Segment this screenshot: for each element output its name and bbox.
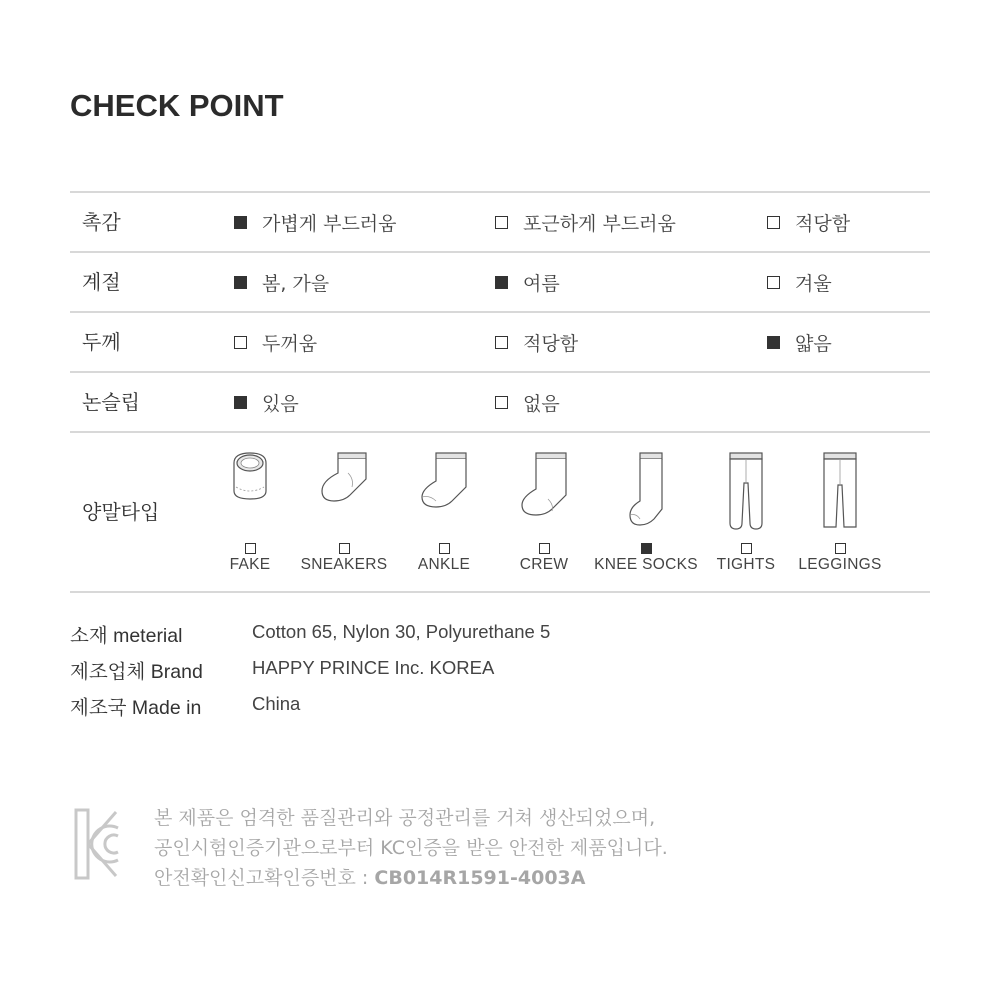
info-value: Cotton 65, Nylon 30, Polyurethane 5 <box>252 621 551 642</box>
cert-number: CB014R1591-4003A <box>374 867 586 889</box>
sock-type-knee-socks <box>591 433 701 591</box>
checkbox <box>741 543 752 554</box>
info-value: China <box>252 693 301 714</box>
checkbox <box>495 336 508 349</box>
option-label: 적당함 <box>795 212 851 235</box>
row-texture <box>70 193 930 251</box>
row-label: 양말타입 <box>82 500 160 524</box>
info-key: 제조국 Made in <box>70 697 202 719</box>
notice-line: 본 제품은 엄격한 품질관리와 공정관리를 거쳐 생산되었으며, <box>154 807 656 829</box>
sock-type-label: FAKE <box>229 556 271 573</box>
notice-line: 공인시험인증기관으로부터 KC인증을 받은 안전한 제품입니다. <box>154 837 668 859</box>
option <box>234 313 317 371</box>
option <box>495 193 676 251</box>
sock-type-label: KNEE SOCKS <box>594 556 698 573</box>
kc-certification-icon <box>72 806 122 882</box>
knee-sock-icon <box>626 449 666 529</box>
option-label: 봄, 가을 <box>262 272 330 295</box>
sock-type-ankle <box>389 433 499 591</box>
checkbox <box>539 543 550 554</box>
checkbox <box>495 276 508 289</box>
checkbox <box>767 276 780 289</box>
row-sock-type <box>70 433 930 591</box>
checkbox <box>439 543 450 554</box>
checkbox <box>245 543 256 554</box>
option <box>767 253 832 311</box>
option <box>234 373 299 431</box>
option-label: 있음 <box>262 392 299 415</box>
tights-icon <box>726 449 766 533</box>
checkbox <box>339 543 350 554</box>
checkbox <box>234 216 247 229</box>
row-label: 계절 <box>82 270 121 294</box>
checkbox <box>641 543 652 554</box>
notice-line <box>154 863 668 893</box>
option-label: 얇음 <box>795 332 832 355</box>
option <box>495 253 560 311</box>
info-value: HAPPY PRINCE Inc. KOREA <box>252 657 495 678</box>
option <box>495 313 578 371</box>
sock-type-label: SNEAKERS <box>300 556 388 573</box>
sock-type-label: TIGHTS <box>716 556 776 573</box>
sock-type-label: LEGGINGS <box>798 556 882 573</box>
option-label: 가볍게 부드러움 <box>262 212 397 235</box>
leggings-icon <box>820 449 860 533</box>
option-label: 여름 <box>523 272 560 295</box>
checkbox <box>767 216 780 229</box>
fake-sock-icon <box>230 449 270 509</box>
sock-type-label: ANKLE <box>417 556 471 573</box>
option-label: 포근하게 부드러움 <box>523 212 676 235</box>
cert-label: 안전확인신고확인증번호 : <box>154 867 375 889</box>
row-season <box>70 253 930 311</box>
row-thickness <box>70 313 930 371</box>
option-label: 두꺼움 <box>262 332 318 355</box>
row-label: 논슬립 <box>82 390 140 414</box>
checkbox <box>767 336 780 349</box>
ankle-sock-icon <box>418 449 470 513</box>
checkbox <box>835 543 846 554</box>
checkbox <box>234 396 247 409</box>
option <box>767 313 832 371</box>
sock-type-leggings <box>785 433 895 591</box>
option <box>495 373 560 431</box>
kc-notice <box>154 803 668 893</box>
sock-type-crew <box>489 433 599 591</box>
row-label: 두께 <box>82 330 121 354</box>
option <box>234 193 397 251</box>
crew-sock-icon <box>518 449 570 521</box>
option-label: 겨울 <box>795 272 832 295</box>
option <box>767 193 850 251</box>
row-nonslip <box>70 373 930 431</box>
checkbox <box>234 336 247 349</box>
checkbox <box>495 216 508 229</box>
checkbox <box>495 396 508 409</box>
divider <box>70 591 930 593</box>
option-label: 없음 <box>523 392 560 415</box>
option-label: 적당함 <box>523 332 579 355</box>
option <box>234 253 329 311</box>
row-label: 촉감 <box>82 210 121 234</box>
sneakers-sock-icon <box>318 449 370 509</box>
check-point-table <box>70 191 930 593</box>
page-title: CHECK POINT <box>70 88 284 123</box>
checkbox <box>234 276 247 289</box>
sock-type-sneakers <box>289 433 399 591</box>
info-key: 제조업체 Brand <box>70 661 203 683</box>
sock-type-label: CREW <box>519 556 569 573</box>
info-key: 소재 meterial <box>70 625 183 647</box>
